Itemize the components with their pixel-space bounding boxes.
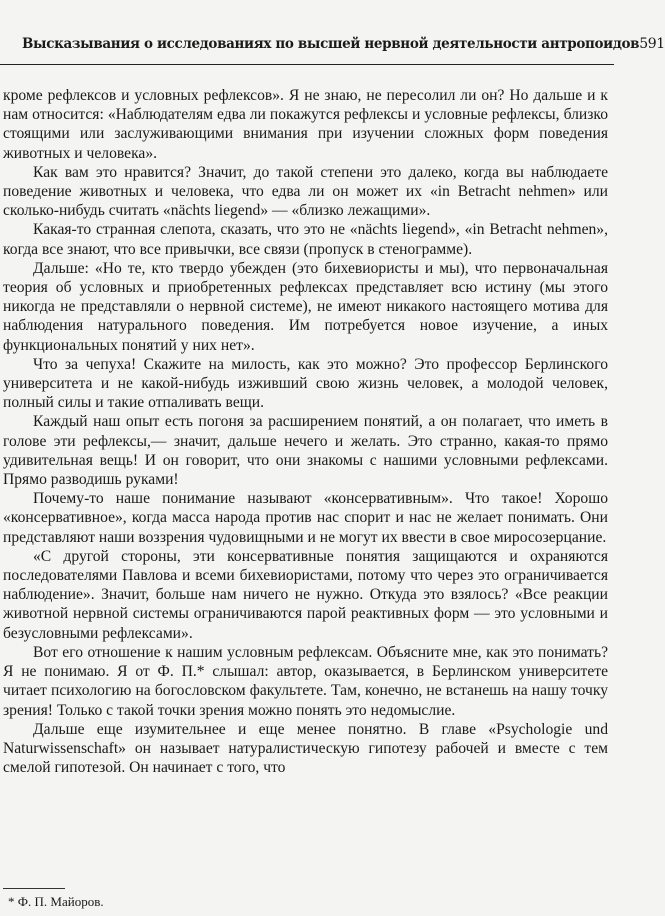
- paragraph: Как вам это нравится? Значит, до такой степени это далеко, когда вы наблюдаете поведение животных и человека, что едва ли он может их «in Betracht nehmen» или сколько-нибудь считать «nächts liegend» — «близко лежащими».: [3, 163, 608, 220]
- paragraph: «С другой стороны, эти консервативные понятия защищаются и охраняются последователями Павлова и всеми бихевиористами, потому что через это ограничивается наблюдение». Значит, больше нам ничего не нужно. Откуда это взялось? «Все реакции животной нервной системы ограничиваются парой реактивных форм — это условными и безусловными рефлексами».: [3, 547, 608, 642]
- paragraph: Дальше: «Но те, кто твердо убежден (это бихевиористы и мы), что первоначальная теория об условных и приобретенных рефлексах представляет всю истину (мы этого никогда не представляли о нервной системе), не имеют никакого настоящего мотива для наблюдения натурального поведения. Им потребуется новое изучение, а иных функциональных понятий у них нет».: [3, 259, 608, 354]
- running-title: Высказывания о исследованиях по высшей нервной деятельности антропоидов: [22, 36, 640, 52]
- paragraph: Каждый наш опыт есть погоня за расширением понятий, а он полагает, что иметь в голове эти рефлексы,— значит, дальше нечего и желать. Это странно, какая-то прямо удивительная вещь! И он говорит, что они знакомы с нашими условными рефлексами. Прямо разводишь руками!: [3, 413, 608, 489]
- body-text: [3, 86, 608, 777]
- page-number: 591: [639, 36, 665, 52]
- running-header: [22, 36, 665, 56]
- paragraph: Почему-то наше понимание называют «консервативным». Что такое! Хорошо «консервативное», когда масса народа против нас спорит и нас не желает понимать. Они представляют наши воззрения чудовищными и не могут их ввести в свое миросозерцание.: [3, 490, 608, 546]
- paragraph: Что за чепуха! Скажите на милость, как это можно? Это профессор Берлинского университета и не какой-нибудь изживший свою жизнь человек, а молодой человек, полный силы и такие отпаливать вещи.: [3, 355, 608, 412]
- header-rule: [0, 64, 614, 65]
- paragraph: Какая-то странная слепота, сказать, что это не «nächts liegend», «in Betracht nehmen», когда все знают, что все привычки, все связи (пропуск в стенограмме).: [3, 221, 608, 258]
- paragraph: Дальше еще изумительнее и еще менее понятно. В главе «Psychologie und Naturwissenschaft» он называет натуралистическую гипотезу рабочей и вместе с тем смелой гипотезой. Он начинает с того, что: [3, 720, 608, 777]
- footnote: * Ф. П. Майоров.: [8, 894, 104, 909]
- paragraph: Вот его отношение к нашим условным рефлексам. Объясните мне, как это понимать? Я не понимаю. Я от Ф. П.* слышал: автор, оказывается, в Берлинском университете читает психологию на богословском факультете. Там, конечно, не встанешь на нашу точку зрения! Только с такой точки зрения можно понять это недомыслие.: [3, 643, 608, 719]
- footnote-rule: [3, 888, 65, 889]
- paragraph: кроме рефлексов и условных рефлексов». Я не знаю, не пересолил ли он? Но дальше и к нам относится: «Наблюдателям едва ли покажутся рефлексы и условные рефлексы, близко стоящими или заслуживающими внимания при изучении сложных форм поведения животных и человека».: [3, 87, 608, 162]
